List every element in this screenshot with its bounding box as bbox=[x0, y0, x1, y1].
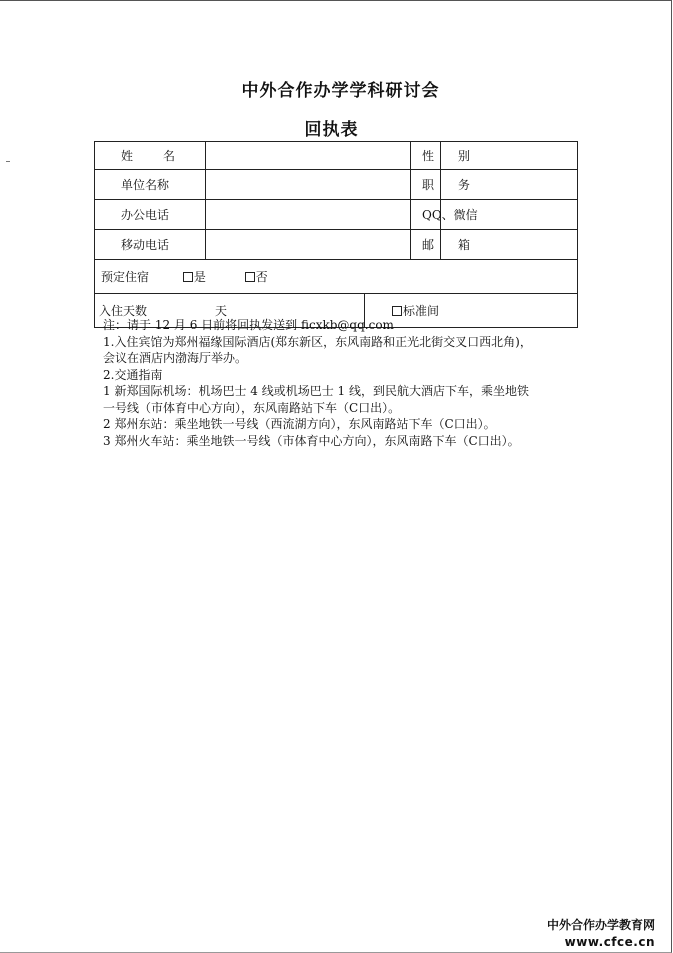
form-row-booking bbox=[95, 260, 578, 294]
notes-section bbox=[103, 317, 603, 449]
gender-label: 性 别 bbox=[411, 142, 441, 170]
footer-url[interactable]: www.cfce.cn bbox=[564, 935, 655, 949]
booking-no-label: 否 bbox=[255, 270, 268, 284]
receipt-form-table bbox=[94, 141, 578, 328]
mobile-field[interactable] bbox=[206, 230, 411, 260]
form-row-office-phone bbox=[95, 200, 578, 230]
footer-watermark bbox=[547, 916, 655, 949]
note-line: 3 郑州火车站：乘坐地铁一号线（市体育中心方向），东风南路下车（C口出）。 bbox=[103, 433, 520, 448]
document-subtitle: 回执表 bbox=[304, 120, 359, 140]
form-row-mobile bbox=[95, 230, 578, 260]
mobile-label: 移动电话 bbox=[95, 230, 206, 260]
days-unit: 天 bbox=[215, 304, 228, 318]
standard-room-label: 标准间 bbox=[403, 304, 440, 318]
note-line: 1 新郑国际机场：机场巴士 4 线或机场巴士 1 线，到民航大酒店下车，乘坐地铁 bbox=[103, 384, 529, 398]
booking-yes-label: 是 bbox=[193, 270, 206, 284]
booking-cell bbox=[95, 260, 578, 294]
standard-room-checkbox[interactable] bbox=[392, 306, 402, 316]
scan-mark bbox=[6, 161, 10, 162]
email-label: 邮 箱 bbox=[411, 230, 441, 260]
booking-label: 预定住宿 bbox=[101, 270, 150, 284]
note-line: 2 郑州东站：乘坐地铁一号线（西流湖方向），东风南路站下车（C口出）。 bbox=[103, 417, 496, 431]
booking-yes-checkbox[interactable] bbox=[183, 272, 193, 282]
qq-wechat-label: QQ、微信 bbox=[411, 200, 441, 230]
form-row-name bbox=[95, 142, 578, 170]
name-label: 姓 名 bbox=[95, 142, 206, 170]
note-line: 一号线（市体育中心方向），东风南路站下车（C口出）。 bbox=[103, 400, 401, 415]
days-label: 入住天数 bbox=[99, 304, 148, 318]
booking-no-checkbox[interactable] bbox=[245, 272, 255, 282]
office-phone-label: 办公电话 bbox=[95, 200, 206, 230]
org-field[interactable] bbox=[206, 170, 411, 200]
document-title: 中外合作办学学科研讨会 bbox=[241, 81, 440, 101]
footer-site-name: 中外合作办学教育网 bbox=[546, 918, 655, 932]
name-field[interactable] bbox=[206, 142, 411, 170]
org-label: 单位名称 bbox=[95, 170, 206, 200]
position-label: 职 务 bbox=[411, 170, 441, 200]
form-row-org bbox=[95, 170, 578, 200]
note-line: 2.交通指南 bbox=[103, 367, 163, 382]
office-phone-field[interactable] bbox=[206, 200, 411, 230]
note-line: 1.入住宾馆为郑州福缘国际酒店(郑东新区，东风南路和正光北街交叉口西北角)， bbox=[103, 334, 532, 349]
note-line: 注：请于 12 月 6 日前将回执发送到 ficxkb@qq.com bbox=[103, 318, 394, 332]
note-line: 会议在酒店内渤海厅举办。 bbox=[103, 351, 248, 365]
